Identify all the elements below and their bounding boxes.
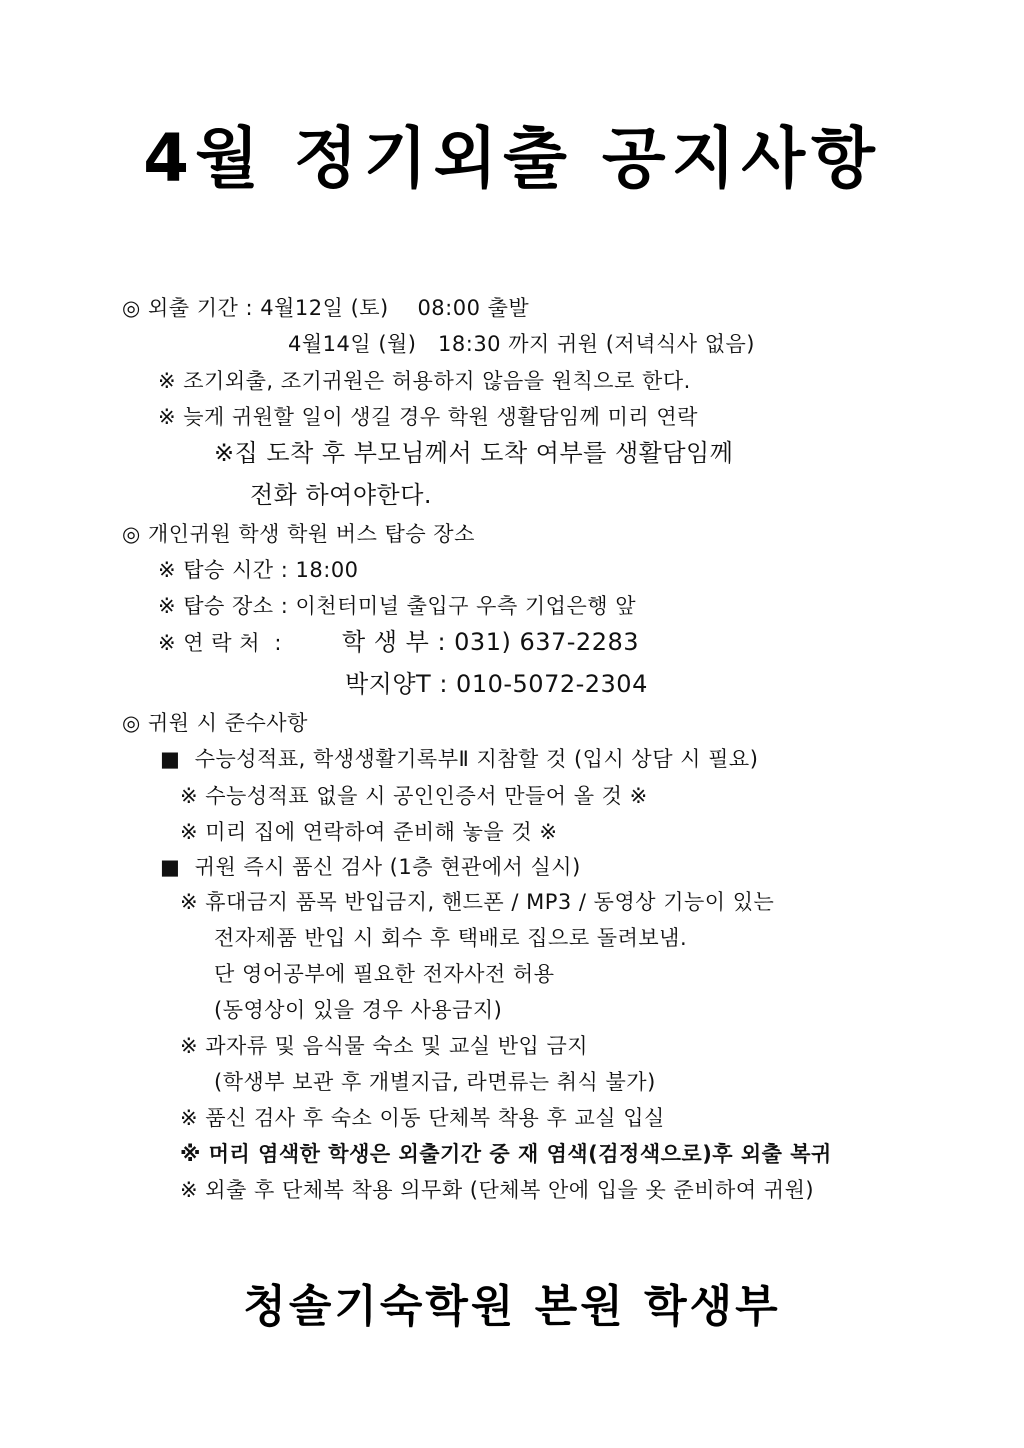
issuer-footer: 청솔기숙학원 본원 학생부	[243, 1281, 781, 1332]
return-item-documents-note2: ※ 미리 집에 연락하여 준비해 놓을 것 ※	[180, 820, 558, 844]
bus-section-heading: ◎ 개인귀원 학생 학원 버스 탑승 장소	[122, 522, 475, 546]
inspection-note-hair: ※ 머리 염색한 학생은 외출기간 중 재 염색(검정색으로)후 외출 복귀	[180, 1142, 832, 1166]
bus-place: ※ 탑승 장소 : 이천터미널 출입구 우측 기업은행 앞	[158, 594, 637, 618]
contact-teacher: 박지양T : 010-5072-2304	[345, 670, 648, 698]
inspection-note-food-2: (학생부 보관 후 개별지급, 라면류는 취식 불가)	[214, 1070, 656, 1094]
inspection-note-uniform: ※ 품신 검사 후 숙소 이동 단체복 착용 후 교실 입실	[180, 1106, 665, 1130]
bus-time: ※ 탑승 시간 : 18:00	[158, 558, 359, 582]
inspection-note-devices-2: 전자제품 반입 시 회수 후 택배로 집으로 돌려보냄.	[214, 926, 688, 950]
inspection-note-devices-3: 단 영어공부에 필요한 전자사전 허용	[214, 962, 555, 986]
return-item-inspection: ■ 귀원 즉시 품신 검사 (1층 현관에서 실시)	[160, 855, 581, 879]
return-rules-heading: ◎ 귀원 시 준수사항	[122, 711, 308, 735]
arrival-call-rule: ※집 도착 후 부모님께서 도착 여부를 생활담임께	[214, 439, 734, 467]
contact-label: ※ 연 락 처 :	[158, 631, 282, 655]
inspection-note-devices: ※ 휴대금지 품목 반입금지, 핸드폰 / MP3 / 동영상 기능이 있는	[180, 890, 775, 914]
return-item-documents: ■ 수능성적표, 학생생활기록부Ⅱ 지참할 것 (입시 상담 시 필요)	[160, 747, 759, 771]
inspection-note-food: ※ 과자류 및 음식물 숙소 및 교실 반입 금지	[180, 1034, 589, 1058]
late-return-rule: ※ 늦게 귀원할 일이 생길 경우 학원 생활담임께 미리 연락	[158, 405, 698, 429]
return-item-documents-note1: ※ 수능성적표 없을 시 공인인증서 만들어 올 것 ※	[180, 784, 648, 808]
page-title: 4월 정기외출 공지사항	[143, 120, 881, 197]
outing-period-end: 4월14일 (월) 18:30 까지 귀원 (저녁식사 없음)	[288, 332, 755, 356]
inspection-note-devices-4: (동영상이 있을 경우 사용금지)	[214, 998, 503, 1022]
early-outing-rule: ※ 조기외출, 조기귀원은 허용하지 않음을 원칙으로 한다.	[158, 369, 691, 393]
contact-office: 학 생 부 : 031) 637-2283	[342, 628, 640, 656]
inspection-note-outing-uniform: ※ 외출 후 단체복 착용 의무화 (단체복 안에 입을 옷 준비하여 귀원)	[180, 1178, 815, 1202]
outing-period-start: ◎ 외출 기간 : 4월12일 (토) 08:00 출발	[122, 296, 530, 320]
arrival-call-rule-cont: 전화 하여야한다.	[250, 481, 433, 509]
